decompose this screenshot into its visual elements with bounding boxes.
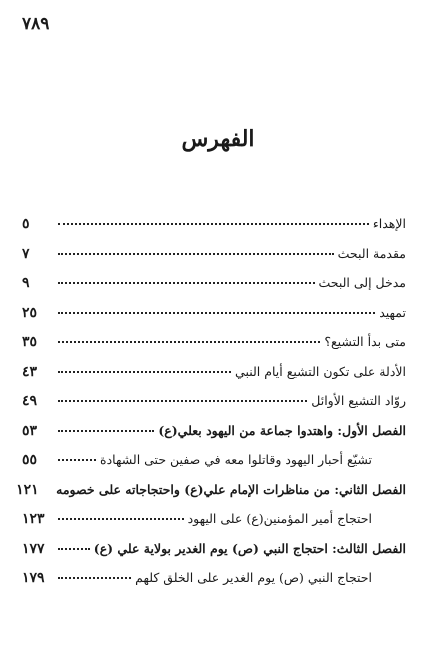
toc-entry-page: ٤٩ [22,393,38,409]
toc-entry-page: ٥٣ [22,422,38,439]
toc-entry-label: مدخل إلى البحث [318,275,406,290]
toc-entry-page: ٤٣ [22,363,38,380]
toc-entry-page: ٧ [22,245,30,262]
toc-entry-page: ١٧٧ [22,540,45,557]
leader-dots [58,223,369,225]
toc-entry-label: الفصل الثالث: احتجاج النبي (ص) يوم الغدير بولاية علي (ع) [93,540,406,556]
toc-entry [22,246,406,276]
leader-dots [58,518,184,520]
toc-entry [22,364,406,394]
page-title: الفهرس [181,126,255,152]
toc-entry-page: ٢٥ [22,304,38,321]
page-number: ٧٨٩ [22,14,50,34]
toc-entry-label: احتجاج النبي (ص) يوم الغدير على الخلق كلهم [135,570,372,585]
leader-dots [58,371,231,373]
toc-entry [16,481,406,512]
toc-entry [22,452,406,482]
toc-entry-label: تمهيد [379,304,406,320]
leader-dots [58,253,334,255]
toc-entry [22,334,406,364]
toc-entry-page: ٥٥ [22,452,38,468]
toc-entry-page: ١٢٣ [22,511,45,527]
toc-entry-label: احتجاج أمير المؤمنين(ع) على اليهود [187,511,372,526]
toc-entry-label: مقدمة البحث [337,245,406,261]
leader-dots [58,459,96,461]
toc-entry [22,305,406,335]
toc-entry-label: تشيّع أحبار اليهود وقاتلوا معه في صفين حتى الشهادة [100,452,372,467]
leader-dots [58,400,307,402]
toc-entry-label: الفصل الثاني: من مناظرات الإمام علي(ع) واحتجاجاته على خصومه [56,481,406,497]
leader-dots [58,341,320,343]
table-of-contents [16,216,406,600]
toc-entry-label: روّاد التشيع الأوائل [311,393,406,408]
toc-entry-page: ٥ [22,216,30,232]
toc-entry [22,570,406,600]
toc-entry [22,423,406,453]
toc-entry-page: ١٧٩ [22,570,45,586]
toc-entry-label: متى بدأ التشيع؟ [324,334,406,349]
toc-entry-page: ٩ [22,275,30,291]
leader-dots [58,282,315,284]
toc-entry-page: ١٢١ [16,481,39,498]
leader-dots [58,430,154,432]
toc-entry-label: الأدلة على تكون التشيع أيام النبي [235,363,406,379]
leader-dots [58,312,375,314]
toc-entry [22,511,406,541]
toc-entry [22,393,406,423]
toc-entry [22,541,406,571]
toc-entry-label: الإهداء [372,216,406,231]
leader-dots [58,577,131,579]
toc-entry [22,216,406,246]
leader-dots [58,548,90,550]
toc-entry-page: ٣٥ [22,334,38,350]
toc-entry [22,275,406,305]
toc-entry-label: الفصل الأول: واهتدوا جماعة من اليهود بعلي(ع) [158,422,406,438]
